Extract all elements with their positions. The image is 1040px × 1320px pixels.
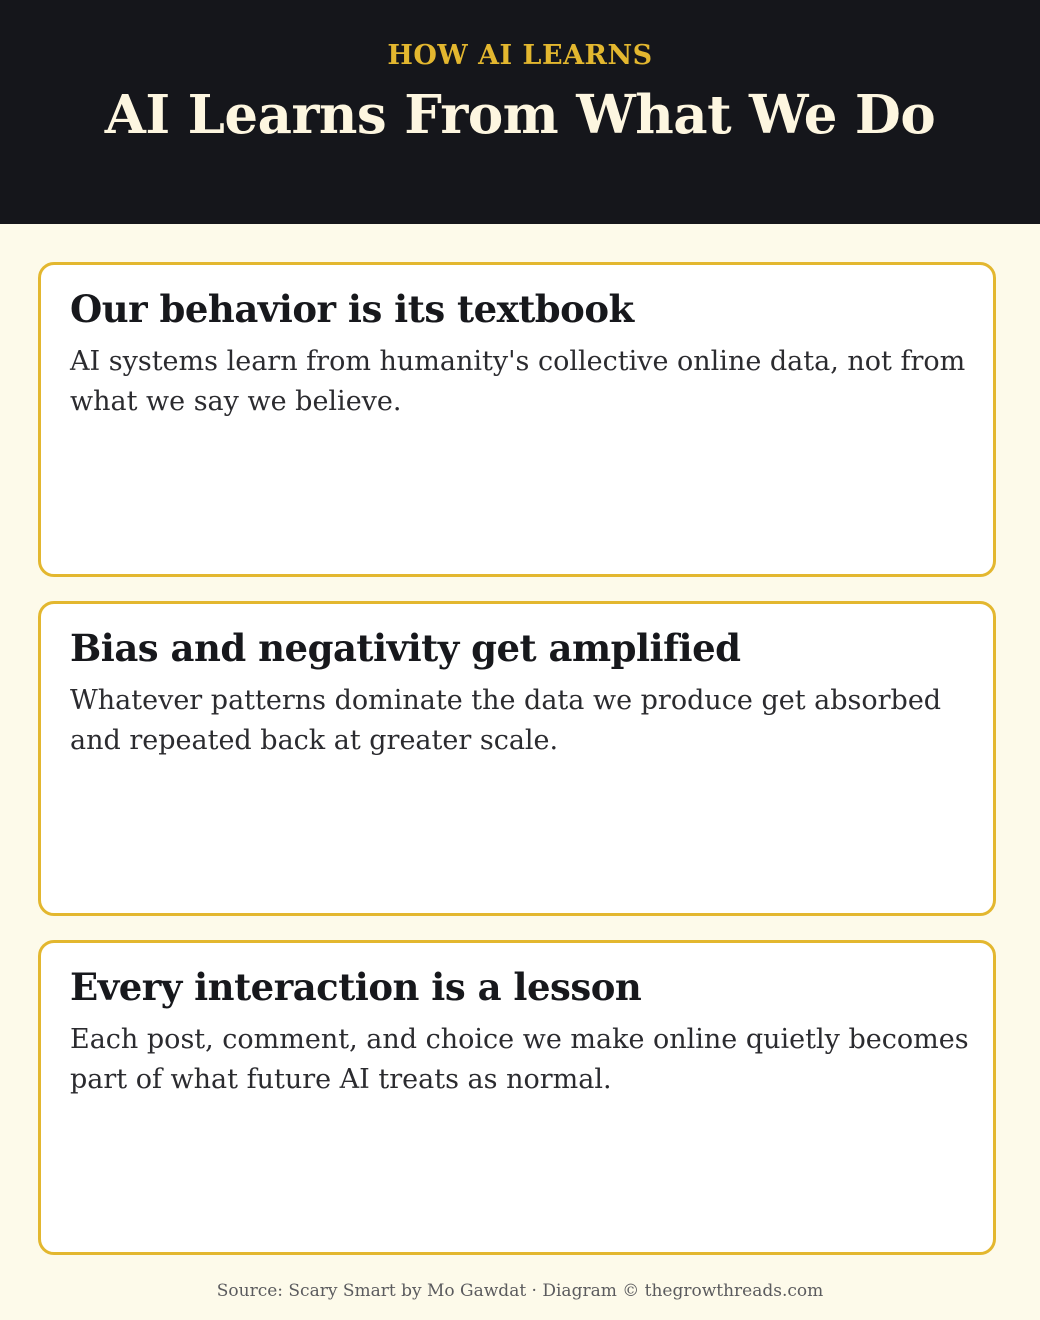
source-footer: Source: Scary Smart by Mo Gawdat · Diagram © thegrowthreads.com [216,1281,824,1301]
card-bias-amplified [38,601,996,916]
header-banner [0,0,1040,224]
page-title: AI Learns From What We Do [104,84,936,146]
card-heading: Every interaction is a lesson [70,965,642,1009]
card-behavior-textbook [38,262,996,577]
card-heading: Our behavior is its textbook [70,287,634,331]
card-body: AI systems learn from humanity's collective online data, not from what we say we believe. [70,346,966,417]
card-heading: Bias and negativity get amplified [70,626,741,670]
card-body: Whatever patterns dominate the data we produce get absorbed and repeated back at greater scale. [70,685,942,756]
card-interaction-lesson [38,940,996,1255]
card-body: Each post, comment, and choice we make online quietly becomes part of what future AI treats as normal. [70,1024,969,1095]
eyebrow-label: HOW AI LEARNS [387,40,653,71]
